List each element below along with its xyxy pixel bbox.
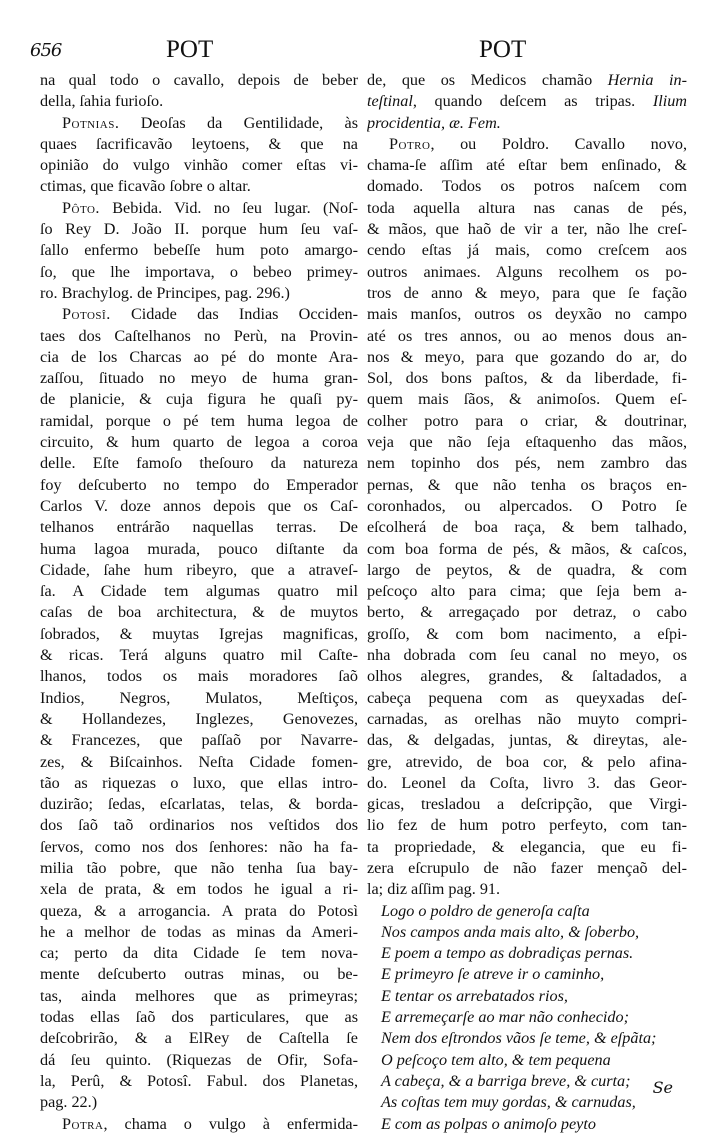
entry-potro	[367, 134, 687, 155]
text-line: tão as riquezas o luxo, que ellas intro-	[40, 773, 358, 792]
text-line	[367, 113, 687, 134]
headword: Potro	[389, 134, 431, 153]
text-fragment: Deoſas da Gentilidade, às	[140, 113, 358, 132]
verse-line: E primeyro ſe atreve ir o caminho,	[381, 965, 605, 984]
text-line: das, & delgadas, juntas, & direytas, ale-	[367, 731, 687, 750]
text-line: nha dobrada com ſeu canal no meyo, os	[367, 646, 687, 665]
verse-line: E com as polpas o animoſo peyto	[381, 1114, 596, 1133]
text-line: gre, atrevido, de boa cor, & pelo afina-	[367, 752, 687, 771]
right-column	[367, 70, 687, 1135]
text-line: telhanos entrárão naquellas terras. De	[40, 518, 358, 537]
text-line: Indios, Negros, Mulatos, Meſtiços,	[40, 688, 358, 707]
text-line: milia tão pobre, que não tenha ſua bay-	[40, 858, 358, 877]
text-line: zes, & Biſcainhos. Neſta Cidade fomen-	[40, 752, 358, 771]
text-line: na qual todo o cavallo, depois de beber	[40, 71, 358, 89]
text-line: ſervos, como nos dos ſenhores: não ha fa-	[40, 837, 358, 856]
text-line: & ricas. Terá alguns quatro mil Caſte-	[40, 646, 358, 665]
entry-potosi	[40, 304, 358, 325]
text-line: deſcobrirão, & a ElRey de Caſtella ſe	[40, 1029, 358, 1048]
text-line: olhos alegres, grandes, & ſaltadados, a	[367, 667, 687, 686]
verse-line: Logo o poldro de generoſa caſta	[381, 901, 590, 920]
latin-term: teſtinal	[367, 92, 413, 111]
page-header	[0, 36, 709, 70]
text-line: veja que não ſeja eſtaquenho das mãos,	[367, 433, 687, 452]
text-line: berto, & arregaçado por detraz, o cabo	[367, 603, 687, 622]
text-line: colher potro para o criar, & doutrinar,	[367, 411, 687, 430]
text-line: pernas, & que não tenha os braços en-	[367, 475, 687, 494]
verse-line: O peſcoço tem alto, & tem pequena	[381, 1050, 611, 1069]
text-line: lhanos, todos os mais moradores ſaõ	[40, 667, 358, 686]
text-line	[367, 91, 687, 112]
text-line: quem mais ſãos, & animoſos. Quem eſ-	[367, 390, 687, 409]
text-line: ro. Brachylog. de Principes, pag. 296.)	[40, 283, 290, 302]
entry-poto	[40, 198, 358, 219]
text-line: tas, ainda melhores que as primeyras;	[40, 986, 358, 1005]
verse-line: As coſtas tem muy gordas, & carnudas,	[381, 1093, 636, 1112]
text-line: ſo, que lhe importava, o bebeo primey-	[40, 262, 358, 281]
latin-term: Hernia in-	[607, 71, 687, 89]
text-line: ſa. A Cidade tem algumas quatro mil	[40, 582, 358, 601]
headword: Potnias.	[62, 113, 120, 132]
text-line: groſſo, & com bom nacimento, a eſpi-	[367, 624, 687, 643]
verse-line: Nos campos anda mais alto, & ſoberbo,	[381, 922, 640, 941]
verse-line: Nem dos eſtrondos vãos ſe teme, & eſpãta;	[381, 1029, 657, 1048]
text-line: ctimas, que ficavão ſobre o altar.	[40, 177, 251, 196]
text-line: com boa forma de pés, & mãos, & caſcos,	[367, 539, 687, 558]
text-fragment: Cidade das Indias Occiden-	[130, 305, 358, 324]
text-line: delle. Eſte famoſo theſouro da natureza	[40, 454, 358, 473]
verse-line: E poem a tempo as dobradiças pernas.	[381, 944, 634, 963]
text-line: huma lagoa murada, pouco diſtante da	[40, 539, 358, 558]
text-line: até os tres annos, ou ao menos dous an-	[367, 326, 687, 345]
text-line	[367, 70, 687, 91]
text-line: dá ſeu quinto. (Riquezas de Ofir, Sofa-	[40, 1050, 358, 1069]
left-column	[40, 70, 358, 1135]
verse-line: A cabeça, & a barriga breve, & curta;	[381, 1071, 631, 1090]
text-line: carnadas, as orelhas não muyto compri-	[367, 709, 687, 728]
running-head-left: POT	[166, 36, 214, 63]
text-line: della, ſahia furioſo.	[40, 92, 164, 111]
text-fragment: , ou Poldro. Cavallo novo,	[430, 134, 687, 153]
entry-potra	[40, 1114, 358, 1135]
text-line: de planicie, & cuja figura he quaſi py-	[40, 390, 358, 409]
text-line: mente deſcuberto outras minas, ou be-	[40, 965, 358, 984]
text-line: la, Perû, & Potosî. Fabul. dos Planetas,	[40, 1071, 358, 1090]
text-line: ſallo enfermo bebeſſe hum poto amargo-	[40, 241, 358, 260]
page-number: 656	[30, 40, 62, 61]
text-line: queza, & a arrogancia. A prata do Potosì	[40, 901, 358, 920]
text-line: pag. 22.)	[40, 1093, 98, 1112]
text-line: nos & meyo, para que gozando do ar, do	[367, 347, 687, 366]
text-line: gicas, tresladou a deſcripção, que Virgi-	[367, 795, 687, 814]
latin-term: procidentia, æ. Fem.	[367, 113, 501, 132]
text-line: zera eſcrupulo de não fazer mençaõ del-	[367, 858, 687, 877]
headword: Potra	[62, 1114, 104, 1133]
text-line: dos ſaõ taõ ordinarios nos veſtidos dos	[40, 816, 358, 835]
text-fragment: Bebida. Vid. no ſeu lugar. (Noſ-	[112, 198, 358, 217]
text-line: ta propriedade, & elegancia, que eu fi-	[367, 837, 687, 856]
text-line: ſo Rey D. João II. porque hum ſeu vaſ-	[40, 220, 358, 239]
text-line: zaſſou, ſituado no meyo de huma gran-	[40, 369, 358, 388]
text-line: caſas de boa architectura, & de muytos	[40, 603, 358, 622]
text-fragment: de, que os Medicos chamão	[367, 71, 593, 89]
verse-line: E arremeçarſe ao mar não conhecido;	[381, 1008, 629, 1027]
text-line: chama-ſe aſſim até eſtar bem enſinado, &	[367, 156, 687, 175]
running-head-right: POT	[479, 36, 527, 63]
text-line: ſobrados, & muytas Igrejas magnificas,	[40, 624, 358, 643]
text-line: toda aquella altura nas canas de pés,	[367, 198, 687, 217]
verse-line: E tentar os arrebatados rios,	[381, 986, 568, 1005]
text-line: cabeça pequena com as queyxadas deſ-	[367, 688, 687, 707]
text-line: do. Leonel da Coſta, livro 3. das Geor-	[367, 773, 687, 792]
text-line: cia de los Charcas ao pé do monte Ara-	[40, 347, 358, 366]
text-line: todas ellas ſaõ dos particulares, que as	[40, 1008, 358, 1027]
text-line: circuito, & hum quarto de legoa a coroa	[40, 433, 358, 452]
catchword: Se	[652, 1078, 673, 1097]
text-line: & Francezes, que paſſaõ por Navarre-	[40, 731, 358, 750]
text-line: Carlos V. doze annos depois que os Caſ-	[40, 496, 358, 515]
text-line: duzirão; ſedas, eſcarlatas, telas, & borda-	[40, 795, 358, 814]
text-line: & mãos, que haõ de vir a ter, não lhe creſ-	[367, 220, 687, 239]
text-fragment: , quando deſcem as tripas.	[412, 92, 636, 111]
text-line: la; diz aſſim pag. 91.	[367, 880, 501, 899]
text-fragment: , chama o vulgo à enfermida-	[103, 1114, 358, 1133]
text-line: peſcoço alto para cima; que ſeja bem a-	[367, 582, 687, 601]
latin-term: Ilium	[652, 92, 687, 111]
headword: Pôto.	[62, 198, 100, 217]
text-line: coronhados, ou alpercados. O Potro ſe	[367, 496, 687, 515]
text-line: xela de prata, & em todos he igual a ri-	[40, 880, 358, 899]
text-line: foy deſcuberto no tempo do Emperador	[40, 475, 358, 494]
text-line: & Hollandezes, Inglezes, Genovezes,	[40, 709, 358, 728]
text-line: largo de peytos, & de quadra, & com	[367, 560, 687, 579]
text-line: ramidal, porque o pé tem huma legoa de	[40, 411, 358, 430]
text-line: Cidade, ſahe hum ribeyro, que a atraveſ-	[40, 560, 358, 579]
text-line: mais manſos, outros os deyxão no campo	[367, 305, 687, 324]
text-line: cendo eſtas já mais, como creſcem aos	[367, 241, 687, 260]
text-line: outros animaes. Alguns recolhem os po-	[367, 262, 687, 281]
text-line: taes dos Caſtelhanos no Perù, na Provin-	[40, 326, 358, 345]
text-line: tros de anno & meyo, para que ſe fação	[367, 283, 687, 302]
text-line: eſcolherá de boa raça, & bem talhado,	[367, 518, 687, 537]
text-line: nem topinho dos pés, nem zambro das	[367, 454, 687, 473]
headword: Potosî.	[62, 305, 111, 324]
entry-potnias	[40, 113, 358, 134]
text-line: quaes ſacrificavão leytoens, & que na	[40, 134, 358, 153]
text-line: opinião do vulgo vinhão comer eſtas vi-	[40, 156, 358, 175]
text-line: lio fez de hum potro perfeyto, com tan-	[367, 816, 687, 835]
text-line: domado. Todos os potros naſcem com	[367, 177, 687, 196]
text-line: ca; perto da dita Cidade ſe tem nova-	[40, 944, 358, 963]
text-line: Sol, dos bons paſtos, & da liberdade, fi-	[367, 369, 687, 388]
text-line: he a melhor de todas as minas da Ameri-	[40, 922, 358, 941]
